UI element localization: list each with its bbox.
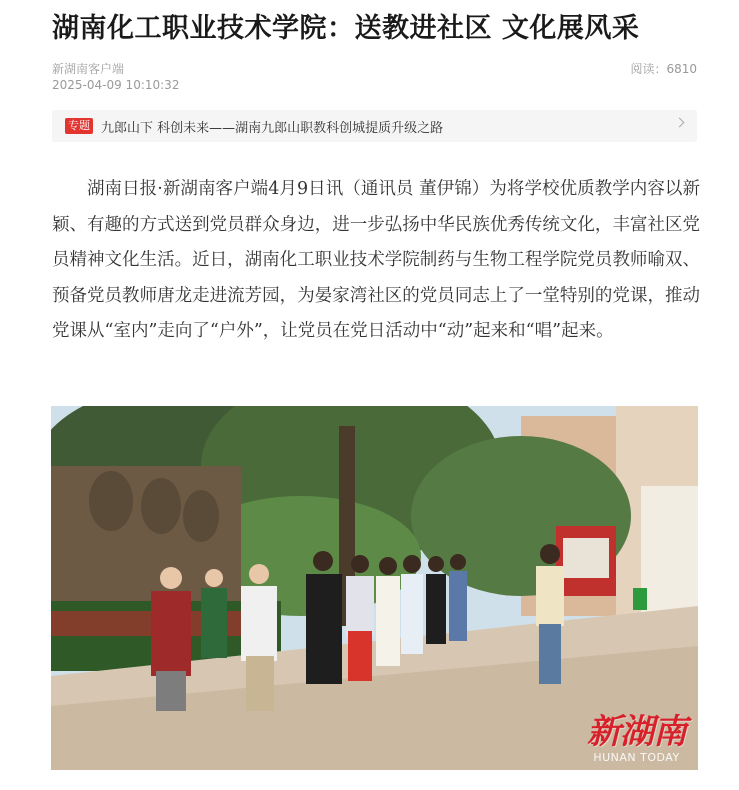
read-count-label: 阅读： <box>630 62 667 76</box>
article-title: 湖南化工职业技术学院：送教进社区 文化展风采 <box>52 13 640 44</box>
article-photo <box>51 406 698 770</box>
topic-banner[interactable] <box>52 110 697 142</box>
article-source: 新湖南客户端 <box>52 62 125 76</box>
article-paragraph: 湖南日报·新湖南客户端4月9日讯（通讯员 董伊锦）为将学校优质教学内容以新颖、有趣的方式送到党员群众身边，进一步弘扬中华民族优秀传统文化，丰富社区党员精神文化生活。近日，湖南化工职业技术学院制药与生物工程学院党员教师喻双、预备党员教师唐龙走进流芳园，为晏家湾社区的党员同志上了一堂特别的党课，推动党课从“室内”走向了“户外”，让党员在党日活动中“动”起来和“唱”起来。 <box>52 179 700 341</box>
watermark-subtitle: HUNAN TODAY <box>593 751 680 764</box>
read-count-value: 6810 <box>666 62 697 76</box>
read-count <box>630 60 697 77</box>
article-date: 2025-04-09 10:10:32 <box>52 78 180 92</box>
watermark-logo-text: 新湖南 <box>587 712 686 752</box>
topic-link-text[interactable]: 九郎山下 科创未来——湖南九郎山职教科创城提质升级之路 <box>101 120 444 136</box>
topic-badge: 专题 <box>65 118 93 134</box>
photo-watermark <box>587 713 686 764</box>
chevron-right-icon <box>675 118 685 128</box>
